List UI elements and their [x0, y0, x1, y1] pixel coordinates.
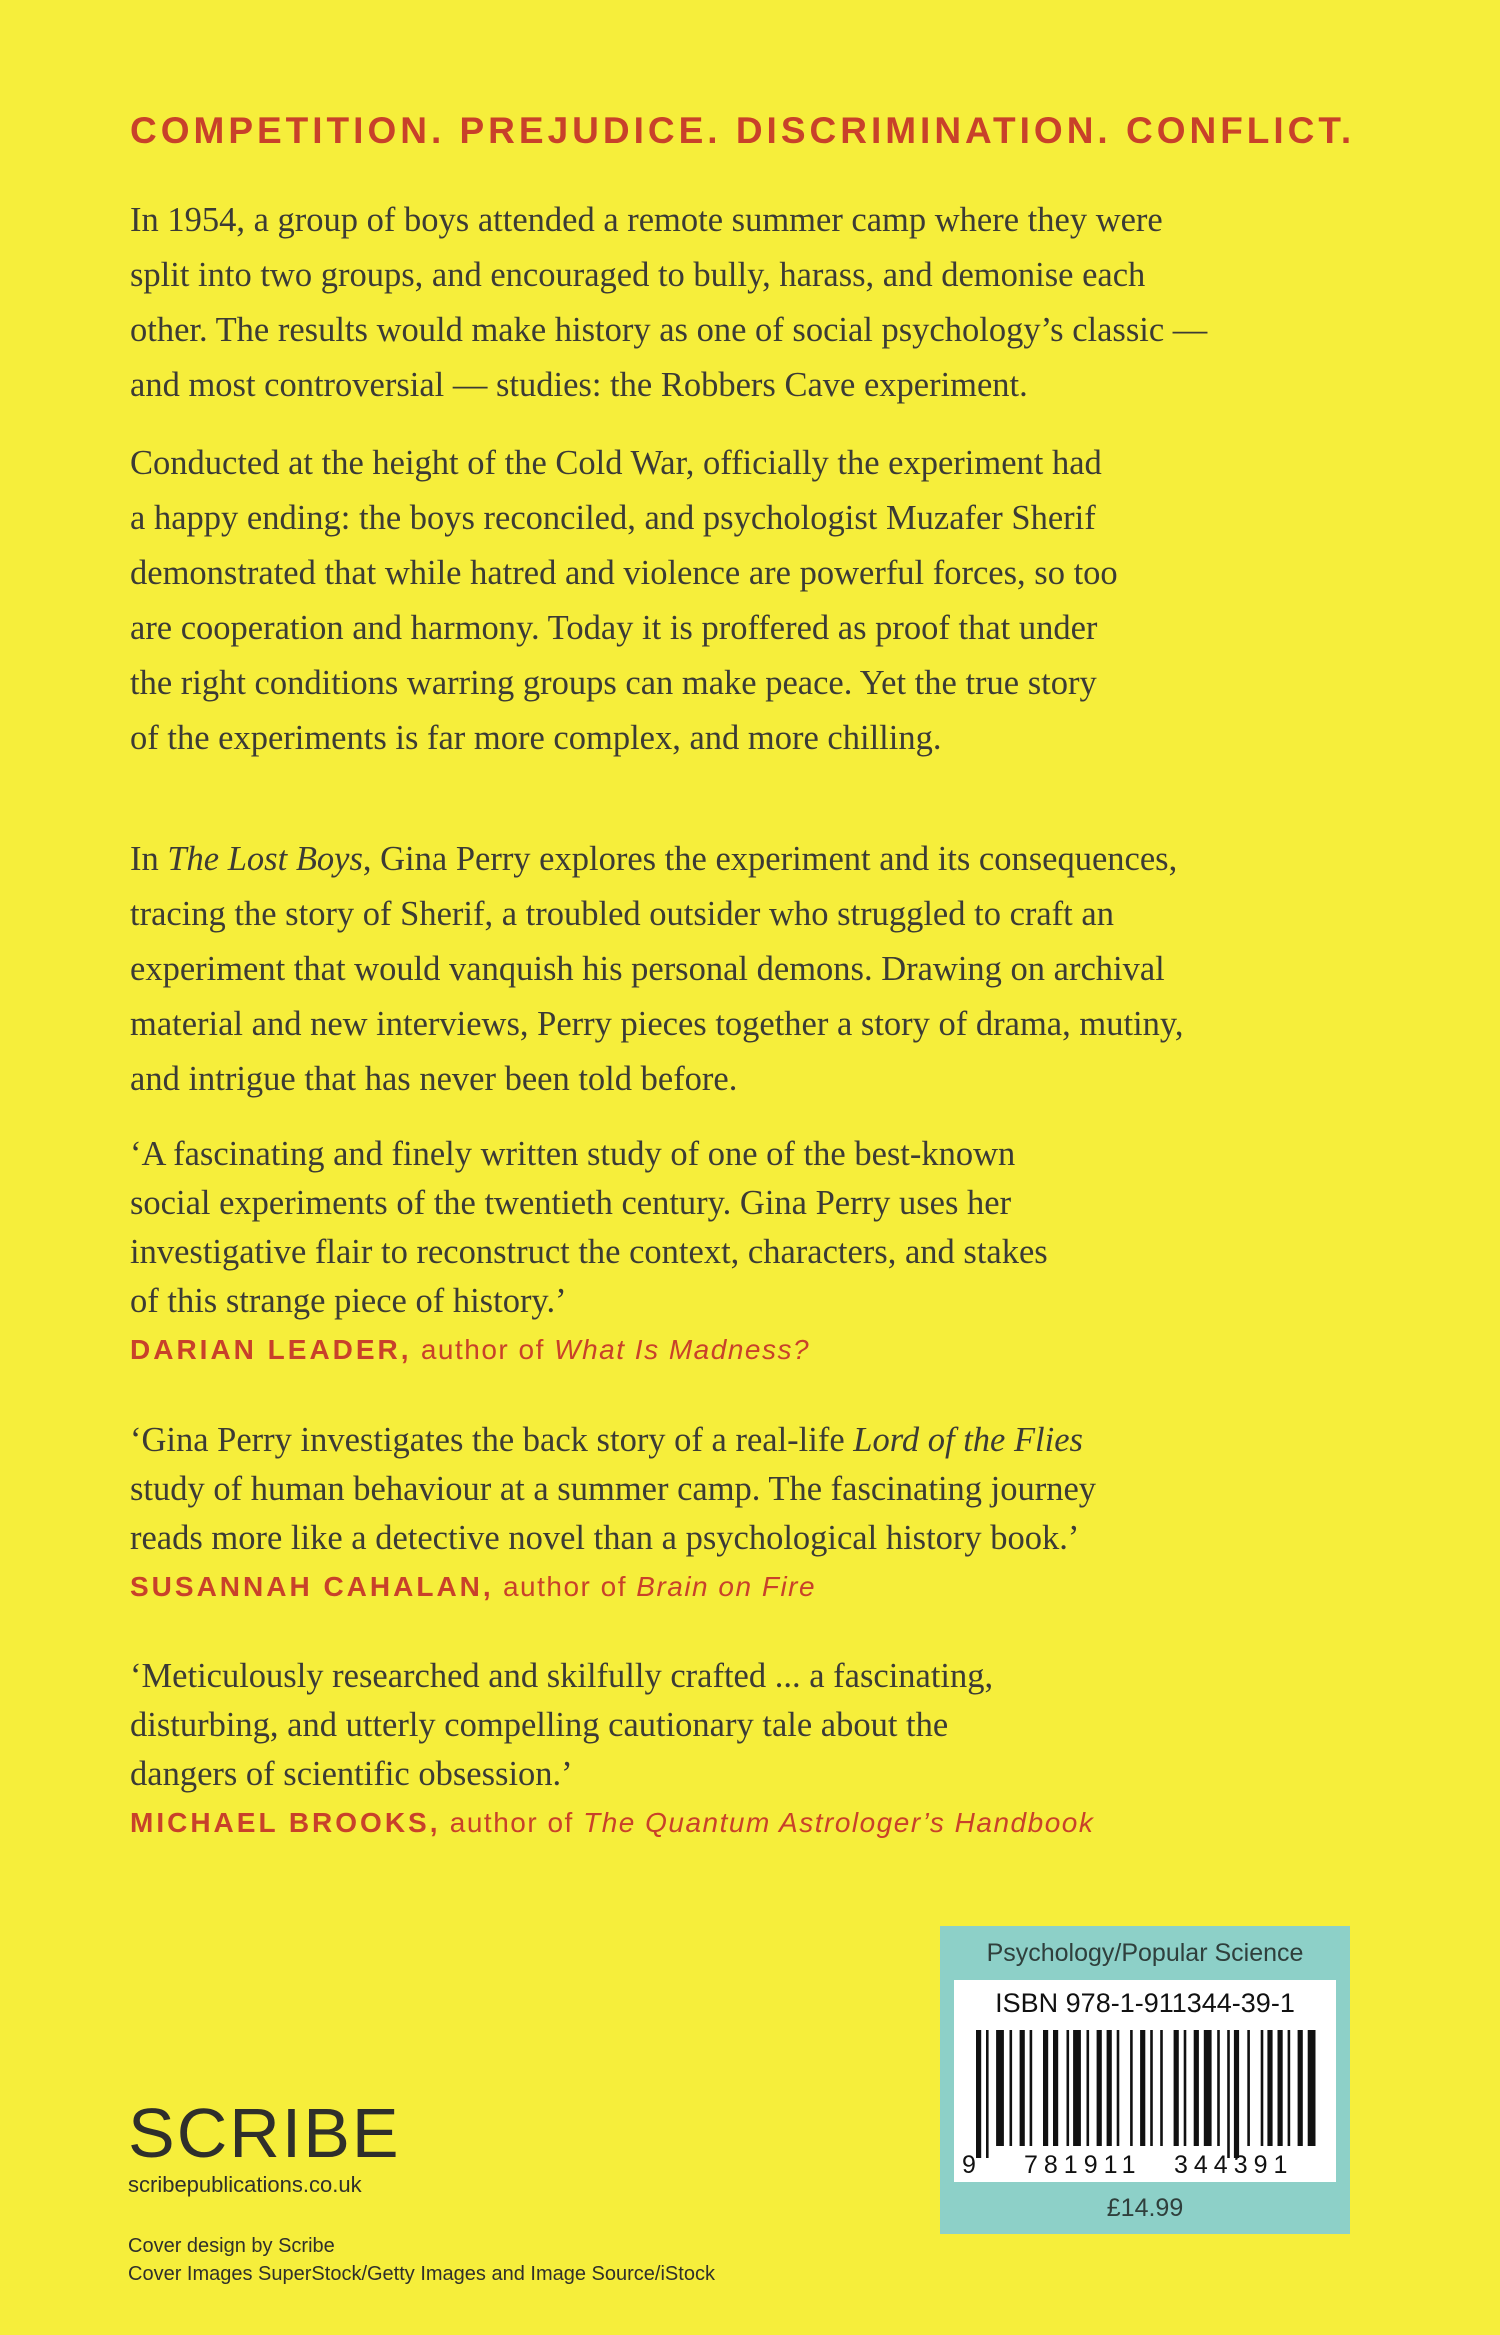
price-label: £14.99	[1106, 2194, 1184, 2222]
reviewer-book: Brain on Fire	[636, 1571, 817, 1602]
blurb-paragraph-1	[130, 193, 1370, 413]
author-of-label: author of	[449, 1807, 574, 1838]
quote-line: reads more like a detective novel than a psychological history book.’	[130, 1519, 1080, 1557]
barcode-bar	[1107, 2030, 1112, 2146]
barcode-bar	[1117, 2030, 1120, 2146]
barcode-bar	[1217, 2030, 1220, 2146]
credit-line: Cover Images SuperStock/Getty Images and Image Source/iStock	[128, 2263, 715, 2285]
barcode-bar	[1278, 2030, 1283, 2146]
barcode-bar	[1308, 2030, 1316, 2146]
barcode-bar	[1140, 2030, 1145, 2146]
credit-line: Cover design by Scribe	[128, 2235, 335, 2257]
barcode-bar	[1043, 2030, 1048, 2146]
quote-line: ‘Meticulously researched and skilfully crafted ... a fascinating,	[130, 1657, 994, 1695]
blurb-line: In 1954, a group of boys attended a remote summer camp where they were	[130, 201, 1163, 239]
barcode-bar	[1267, 2030, 1272, 2146]
blurb-paragraph-3	[130, 832, 1370, 1107]
reviewer-name: MICHAEL BROOKS,	[130, 1807, 441, 1838]
quote-line: study of human behaviour at a summer camp. The fascinating journey	[130, 1470, 1097, 1508]
book-title: Lord of the Flies	[853, 1421, 1083, 1459]
barcode-bar	[1073, 2030, 1081, 2146]
publisher-block	[128, 2094, 401, 2198]
barcode-bar	[996, 2030, 1004, 2146]
cover-credits	[128, 2232, 715, 2288]
barcode-bar	[1194, 2030, 1199, 2146]
author-of-label: author of	[420, 1334, 545, 1365]
quote-attribution	[130, 1334, 1230, 1366]
review-quote-3	[130, 1652, 1230, 1839]
blurb-line: are cooperation and harmony. Today it is proffered as proof that under	[130, 609, 1098, 647]
barcode-bar	[1097, 2030, 1102, 2146]
blurb-line	[130, 832, 1370, 887]
review-quote-1	[130, 1130, 1230, 1366]
headline: COMPETITION. PREJUDICE. DISCRIMINATION. CONFLICT.	[130, 110, 1356, 151]
isbn-label: ISBN 978-1-911344-39-1	[995, 1988, 1295, 2018]
barcode-bar	[1184, 2030, 1187, 2146]
reviewer-name: SUSANNAH CAHALAN,	[130, 1571, 494, 1602]
blurb-line: experiment that would vanquish his personal demons. Drawing on archival	[130, 950, 1165, 988]
barcode-bar	[1087, 2030, 1090, 2146]
blurb-line: tracing the story of Sherif, a troubled outsider who struggled to craft an	[130, 895, 1114, 933]
blurb-line: Conducted at the height of the Cold War, officially the experiment had	[130, 444, 1102, 482]
barcode-bar	[1030, 2030, 1033, 2146]
barcode-bar	[976, 2030, 981, 2158]
barcode-bar	[1204, 2030, 1212, 2146]
review-quote-2	[130, 1416, 1230, 1603]
quote-line: ‘A fascinating and finely written study of one of the best-known	[130, 1135, 1016, 1173]
barcode-bar	[1288, 2030, 1291, 2146]
barcode-digits: 344391	[1174, 2151, 1294, 2179]
barcode-digits: 781911	[1024, 2151, 1142, 2179]
barcode-bar	[1227, 2030, 1230, 2158]
blurb-line: and most controversial — studies: the Robbers Cave experiment.	[130, 366, 1028, 404]
barcode-bar	[986, 2030, 989, 2158]
quote-line: disturbing, and utterly compelling cautionary tale about the	[130, 1706, 949, 1744]
quote-line: dangers of scientific obsession.’	[130, 1755, 573, 1793]
reviewer-name: DARIAN LEADER,	[130, 1334, 412, 1365]
blurb-line: split into two groups, and encouraged to bully, harass, and demonise each	[130, 256, 1146, 294]
barcode-bar	[1234, 2030, 1239, 2158]
blurb-paragraph-2	[130, 436, 1370, 766]
barcode-area	[954, 1980, 1336, 2182]
barcode-bar	[1020, 2030, 1025, 2146]
reviewer-book: What Is Madness?	[554, 1334, 811, 1365]
publisher-website[interactable]: scribepublications.co.uk	[128, 2172, 362, 2197]
barcode-bar	[1067, 2030, 1070, 2146]
barcode-bar	[1298, 2030, 1303, 2146]
blurb-line: the right conditions warring groups can make peace. Yet the true story	[130, 664, 1097, 702]
barcode-bar	[1010, 2030, 1013, 2146]
blurb-line: material and new interviews, Perry pieces together a story of drama, mutiny,	[130, 1005, 1184, 1043]
blurb-line: demonstrated that while hatred and violence are powerful forces, so too	[130, 554, 1118, 592]
barcode-bar	[1247, 2030, 1250, 2146]
blurb-line: and intrigue that has never been told before.	[130, 1060, 738, 1098]
barcode-bar	[1053, 2030, 1058, 2146]
barcode-bar	[1261, 2030, 1264, 2146]
barcode-bar	[1174, 2030, 1179, 2146]
blurb-line: of the experiments is far more complex, and more chilling.	[130, 719, 942, 757]
publisher-logo: SCRIBE	[128, 2094, 401, 2172]
quote-text-part: ‘Gina Perry investigates the back story of a real-life	[130, 1421, 854, 1459]
blurb-text: In	[130, 840, 168, 878]
blurb-line: other. The results would make history as one of social psychology’s classic —	[130, 311, 1208, 349]
barcode-bar	[1130, 2030, 1133, 2146]
author-of-label: author of	[502, 1571, 627, 1602]
reviewer-book: The Quantum Astrologer’s Handbook	[583, 1807, 1095, 1838]
quote-line	[130, 1416, 1230, 1465]
quote-attribution	[130, 1571, 1230, 1603]
barcode-digits: 9	[962, 2151, 982, 2179]
quote-line: investigative flair to reconstruct the context, characters, and stakes	[130, 1233, 1048, 1271]
book-title: The Lost Boys	[167, 840, 363, 878]
barcode-panel	[940, 1926, 1350, 2234]
quote-line: of this strange piece of history.’	[130, 1282, 567, 1320]
quote-line: social experiments of the twentieth century. Gina Perry uses her	[130, 1184, 1012, 1222]
blurb-text: , Gina Perry explores the experiment and its consequences,	[362, 840, 1178, 878]
category-label: Psychology/Popular Science	[986, 1939, 1304, 1967]
barcode-graphic	[954, 1980, 1336, 2182]
barcode-bar	[1150, 2030, 1153, 2146]
blurb-line: a happy ending: the boys reconciled, and psychologist Muzafer Sherif	[130, 499, 1096, 537]
barcode-bar	[1160, 2030, 1163, 2146]
quote-attribution	[130, 1807, 1230, 1839]
